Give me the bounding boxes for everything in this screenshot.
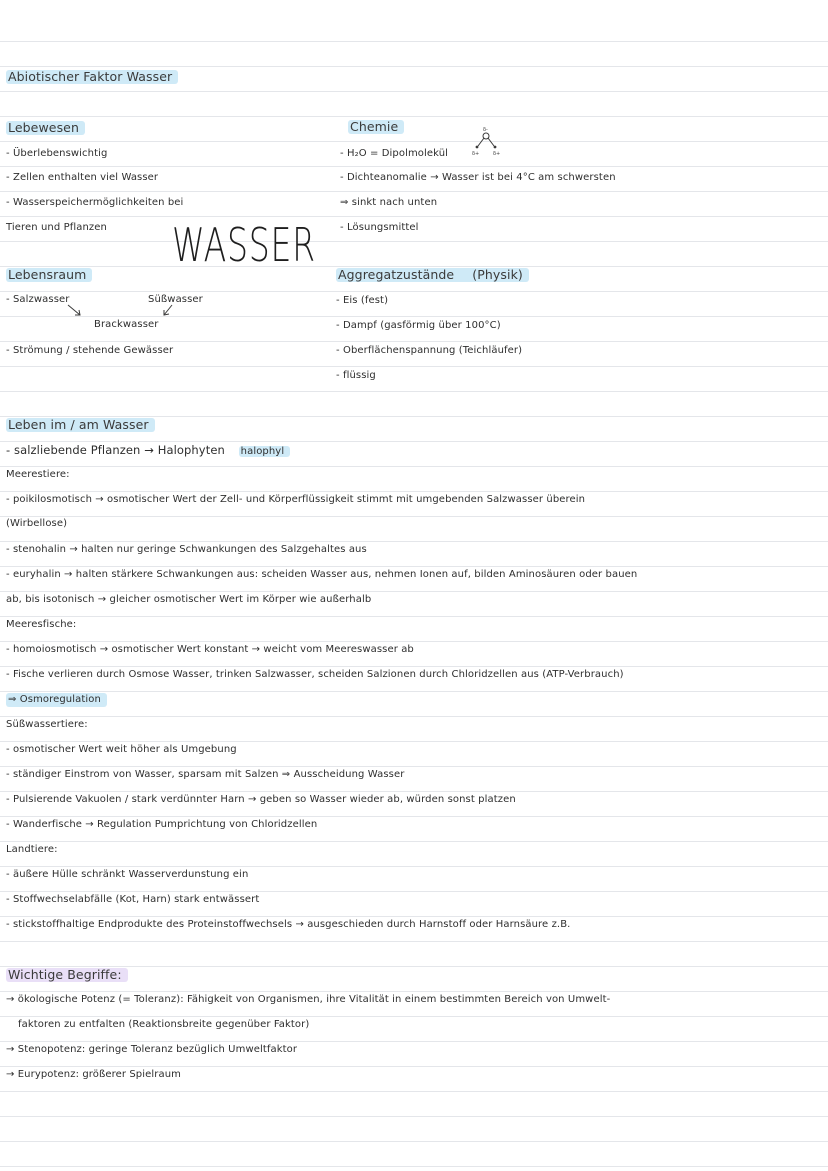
suesswasser-label: Süßwasser xyxy=(148,294,203,305)
leben-line: - Pulsierende Vakuolen / stark verdünnter Harn → geben so Wasser wieder ab, würden sonst platzen xyxy=(6,794,516,805)
leben-line: - ständiger Einstrom von Wasser, sparsam mit Salzen ⇒ Ausscheidung Wasser xyxy=(6,769,405,780)
big-title-wasser: WASSER xyxy=(172,218,316,272)
osmoregulation-label: ⇒ Osmoregulation xyxy=(6,693,107,707)
leben-line: - euryhalin → halten stärkere Schwankungen aus: scheiden Wasser aus, nehmen Ionen auf, bilden Aminosäuren oder bauen xyxy=(6,569,638,580)
lebewesen-line: - Zellen enthalten viel Wasser xyxy=(6,172,159,183)
aggregat-line: - flüssig xyxy=(336,370,376,381)
leben-line: - äußere Hülle schränkt Wasserverdunstung ein xyxy=(6,869,249,880)
water-molecule-icon xyxy=(468,124,504,160)
begriffe-line: → Eurypotenz: größerer Spielraum xyxy=(6,1069,181,1080)
leben-line xyxy=(6,443,290,459)
aggregat-heading-text: Aggregatzustände xyxy=(338,267,455,282)
svg-text:δ+: δ+ xyxy=(472,151,480,157)
aggregat-heading xyxy=(336,268,529,282)
lebewesen-line: - Wasserspeichermöglichkeiten bei xyxy=(6,197,184,208)
leben-line: - Stoffwechselabfälle (Kot, Harn) stark entwässert xyxy=(6,894,260,905)
aggregat-line: - Oberflächenspannung (Teichläufer) xyxy=(336,345,523,356)
leben-line: - stenohalin → halten nur geringe Schwankungen des Salzgehaltes aus xyxy=(6,544,367,555)
leben-line: - poikilosmotisch → osmotischer Wert der Zell- und Körperflüssigkeit stimmt mit umgebenden Salzwasser überein xyxy=(6,494,586,505)
halophyl-label: halophyl xyxy=(239,446,291,457)
leben-line: ab, bis isotonisch → gleicher osmotischer Wert im Körper wie außerhalb xyxy=(6,594,372,605)
svg-text:δ-: δ- xyxy=(483,127,488,133)
landtiere-label: Landtiere: xyxy=(6,844,58,855)
aggregat-heading-note: (Physik) xyxy=(472,267,523,282)
leben-heading: Leben im / am Wasser xyxy=(6,418,155,432)
leben-line: - Fische verlieren durch Osmose Wasser, trinken Salzwasser, scheiden Salzionen durch Chloridzellen aus (ATP-Verbrauch) xyxy=(6,669,624,680)
chemie-heading: Chemie xyxy=(348,120,404,134)
meerestiere-label: Meerestiere: xyxy=(6,469,70,480)
lebewesen-line: Tieren und Pflanzen xyxy=(6,222,107,233)
chemie-line: - H₂O = Dipolmolekül xyxy=(340,148,449,159)
aggregat-line: - Dampf (gasförmig über 100°C) xyxy=(336,320,501,331)
chemie-line: - Dichteanomalie → Wasser ist bei 4°C am schwersten xyxy=(340,172,616,183)
begriffe-line: → ökologische Potenz (= Toleranz): Fähigkeit von Organismen, ihre Vitalität in einem bestimmten Bereich von Umwelt- xyxy=(6,994,611,1005)
leben-line: - stickstoffhaltige Endprodukte des Proteinstoffwechsels → ausgeschieden durch Harnstoff oder Harnsäure z.B. xyxy=(6,919,571,930)
stroemung-line: - Strömung / stehende Gewässer xyxy=(6,345,174,356)
salzliebende-text: - salzliebende Pflanzen → Halophyten xyxy=(6,443,225,457)
begriffe-heading: Wichtige Begriffe: xyxy=(6,968,128,982)
leben-line: - osmotischer Wert weit höher als Umgebung xyxy=(6,744,237,755)
lebewesen-heading: Lebewesen xyxy=(6,121,85,135)
lebensraum-heading: Lebensraum xyxy=(6,268,92,282)
chemie-line: ⇒ sinkt nach unten xyxy=(340,197,438,208)
leben-line: - Wanderfische → Regulation Pumprichtung von Chloridzellen xyxy=(6,819,318,830)
salzwasser-label: - Salzwasser xyxy=(6,294,70,305)
leben-line: - homoiosmotisch → osmotischer Wert konstant → weicht vom Meereswasser ab xyxy=(6,644,414,655)
brackwasser-label: Brackwasser xyxy=(94,319,159,330)
svg-text:δ+: δ+ xyxy=(493,151,501,157)
aggregat-line: - Eis (fest) xyxy=(336,295,389,306)
suesswassertiere-label: Süßwassertiere: xyxy=(6,719,88,730)
leben-line: (Wirbellose) xyxy=(6,518,68,529)
meeresfische-label: Meeresfische: xyxy=(6,619,77,630)
lebewesen-line: - Überlebenswichtig xyxy=(6,148,108,159)
begriffe-line: → Stenopotenz: geringe Toleranz bezüglich Umweltfaktor xyxy=(6,1044,298,1055)
begriffe-line: faktoren zu entfalten (Reaktionsbreite gegenüber Faktor) xyxy=(18,1019,310,1030)
chemie-line: - Lösungsmittel xyxy=(340,222,419,233)
page-title: Abiotischer Faktor Wasser xyxy=(6,70,178,84)
